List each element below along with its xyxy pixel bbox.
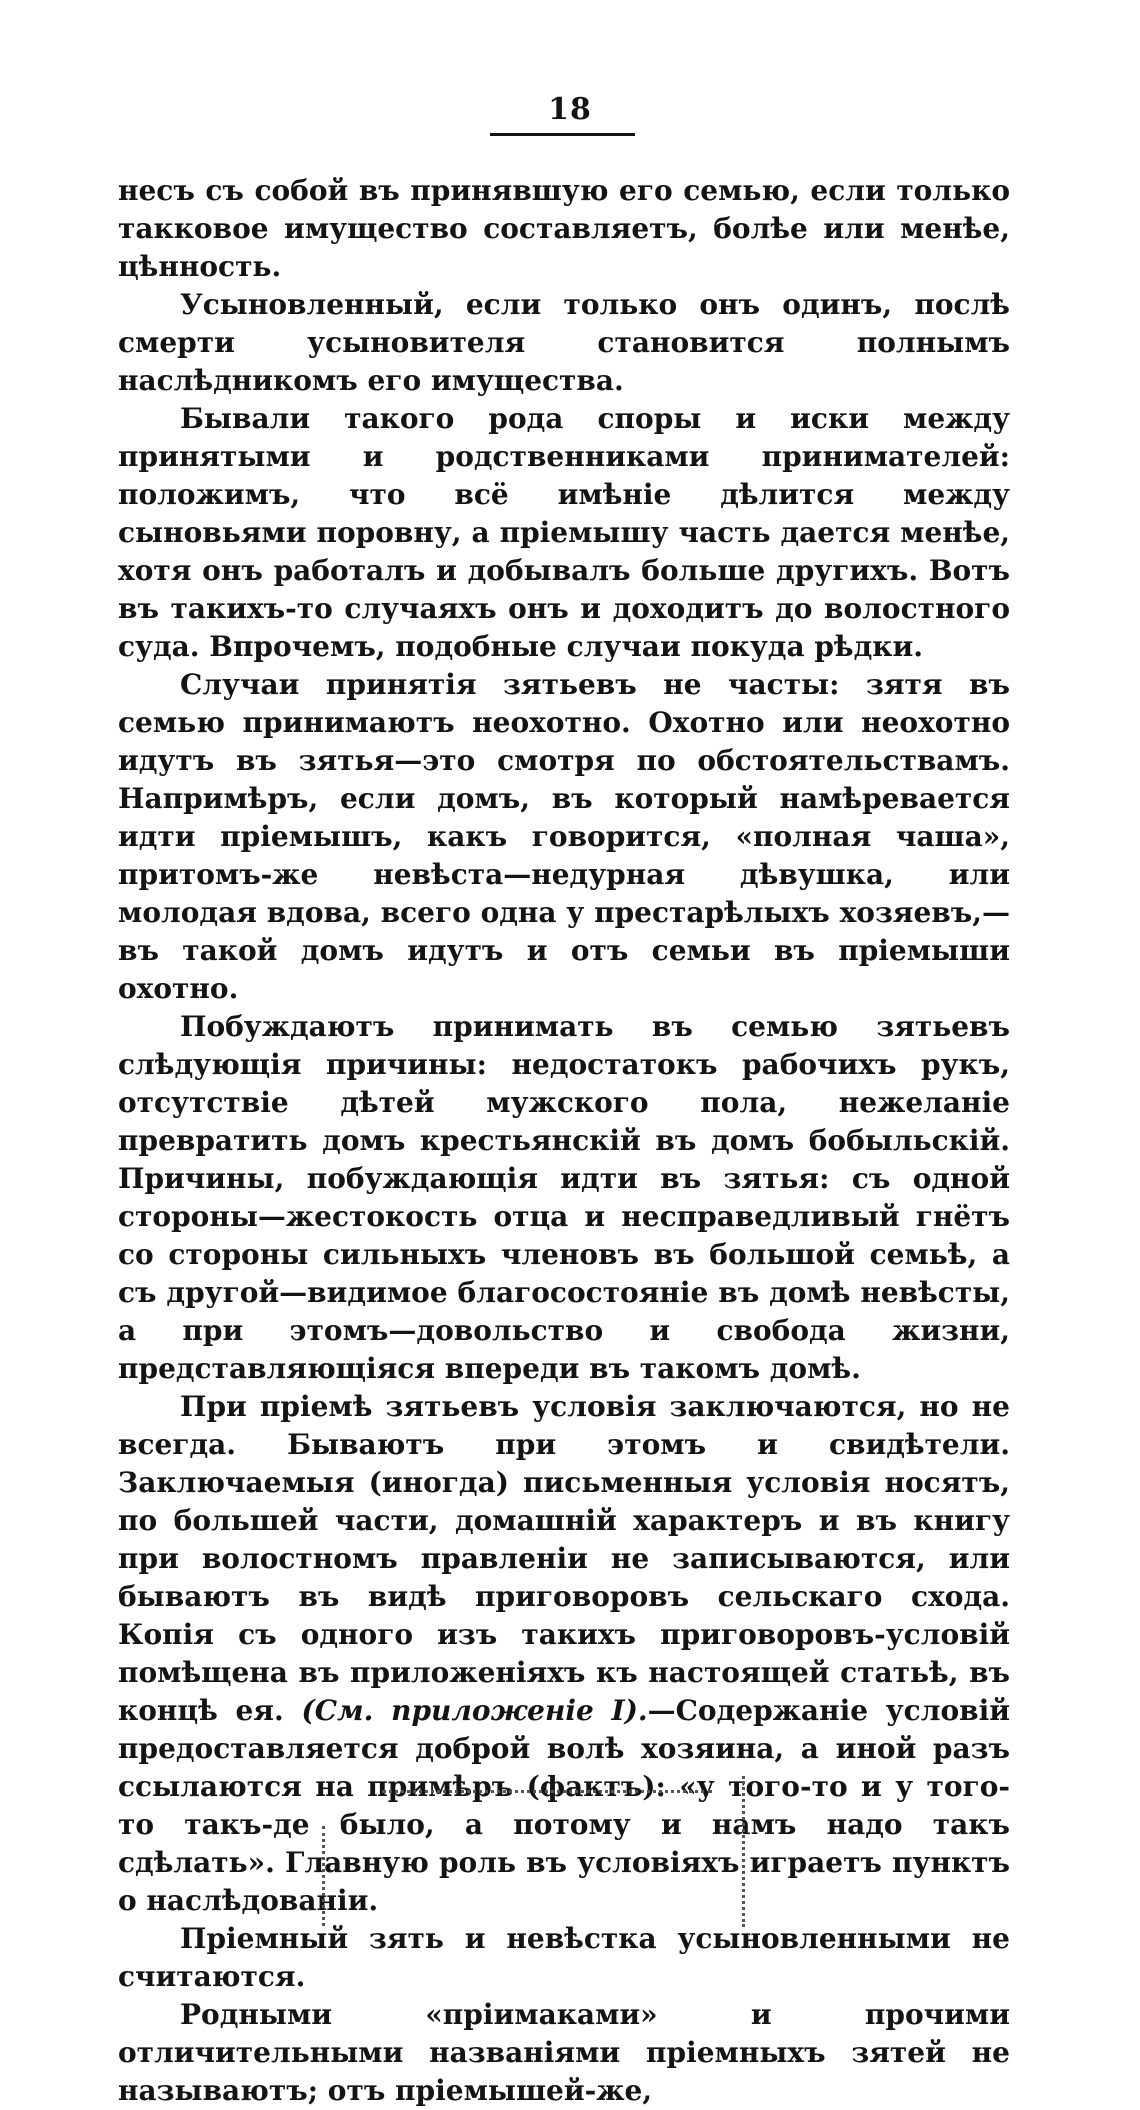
paragraph-2: Усыновленный, если только онъ одинъ, послѣ смерти усыновителя становится полнымъ наслѣдникомъ его имущества. <box>118 288 1010 397</box>
paragraph-8: Родными «пріимаками» и прочими отличительными названіями пріемныхъ зятей не называютъ; отъ пріемышей-же, <box>118 1998 1010 2107</box>
paragraph-5: Побуждаютъ принимать въ семью зятьевъ слѣдующія причины: недостатокъ рабочихъ рукъ, отсутствіе дѣтей мужского пола, нежеланіе превратить домъ крестьянскій въ домъ бобыльскій. Причины, побуждающія идти въ зятья: съ одной стороны—жестокость отца и несправедливый гнётъ со стороны сильныхъ членовъ въ большой семьѣ, а съ другой—видимое благосостояніе въ домѣ невѣсты, а при этомъ—довольство и свобода жизни, представляющіяся впереди въ такомъ домѣ. <box>118 1010 1010 1385</box>
stamp-border-left <box>322 1826 325 1926</box>
paragraph-4: Случаи принятія зятьевъ не часты: зятя въ семью принимаютъ неохотно. Охотно или неохотно идутъ въ зятья—это смотря по обстоятельствамъ. Напримѣръ, если домъ, въ который намѣревается идти пріемышъ, какъ говорится, «полная чаша», притомъ-же невѣста—недурная дѣвушка, или молодая вдова, всего одна у престарѣлыхъ хозяевъ,—въ такой домъ идутъ и отъ семьи въ пріемыши охотно. <box>118 668 1010 1005</box>
stamp-border-top <box>382 1790 712 1793</box>
appendix-reference: (См. приложеніе I). <box>301 1694 648 1727</box>
stamp-border-right <box>742 1776 745 1927</box>
paragraph-3: Бывали такого рода споры и иски между принятыми и родственниками принимателей: положимъ, что всё имѣніе дѣлится между сыновьями поровну, а пріемышу часть дается менѣе, хотя онъ работалъ и добывалъ больше другихъ. Вотъ въ такихъ-то случаяхъ онъ и доходитъ до волостного суда. Впрочемъ, подобные случаи покуда рѣдки. <box>118 402 1010 663</box>
paragraph-6-text-after: —Содержаніе условій предоставляется доброй волѣ хозяина, а иной разъ ссылаются на примѣръ (фактъ): «у того-то и у того-то такъ-де было, а потому и намъ надо такъ сдѣлать». Главную роль въ условіяхъ играетъ пунктъ о наслѣдованіи. <box>118 1694 1010 1917</box>
paragraph-6-text-before: При пріемѣ зятьевъ условія заключаются, но не всегда. Бываютъ при этомъ и свидѣтели. Заключаемыя (иногда) письменныя условія носятъ, по большей части, домашній характеръ и въ книгу при волостномъ правленіи не записываются, или бываютъ въ видѣ приговоровъ сельскаго схода. Копія съ одного изъ такихъ приговоровъ-условій помѣщена въ приложеніяхъ къ настоящей статьѣ, въ концѣ ея. <box>118 1390 1010 1727</box>
page-number: 18 <box>548 92 592 127</box>
paragraph-7: Пріемный зять и невѣстка усыновленными не считаются. <box>118 1922 1010 1993</box>
paragraph-1: несъ съ собой въ принявшую его семью, если только такковое имущество составляетъ, болѣе или менѣе, цѣнность. <box>118 174 1010 283</box>
page-number-rule <box>490 133 635 136</box>
library-stamp <box>322 1776 752 1927</box>
